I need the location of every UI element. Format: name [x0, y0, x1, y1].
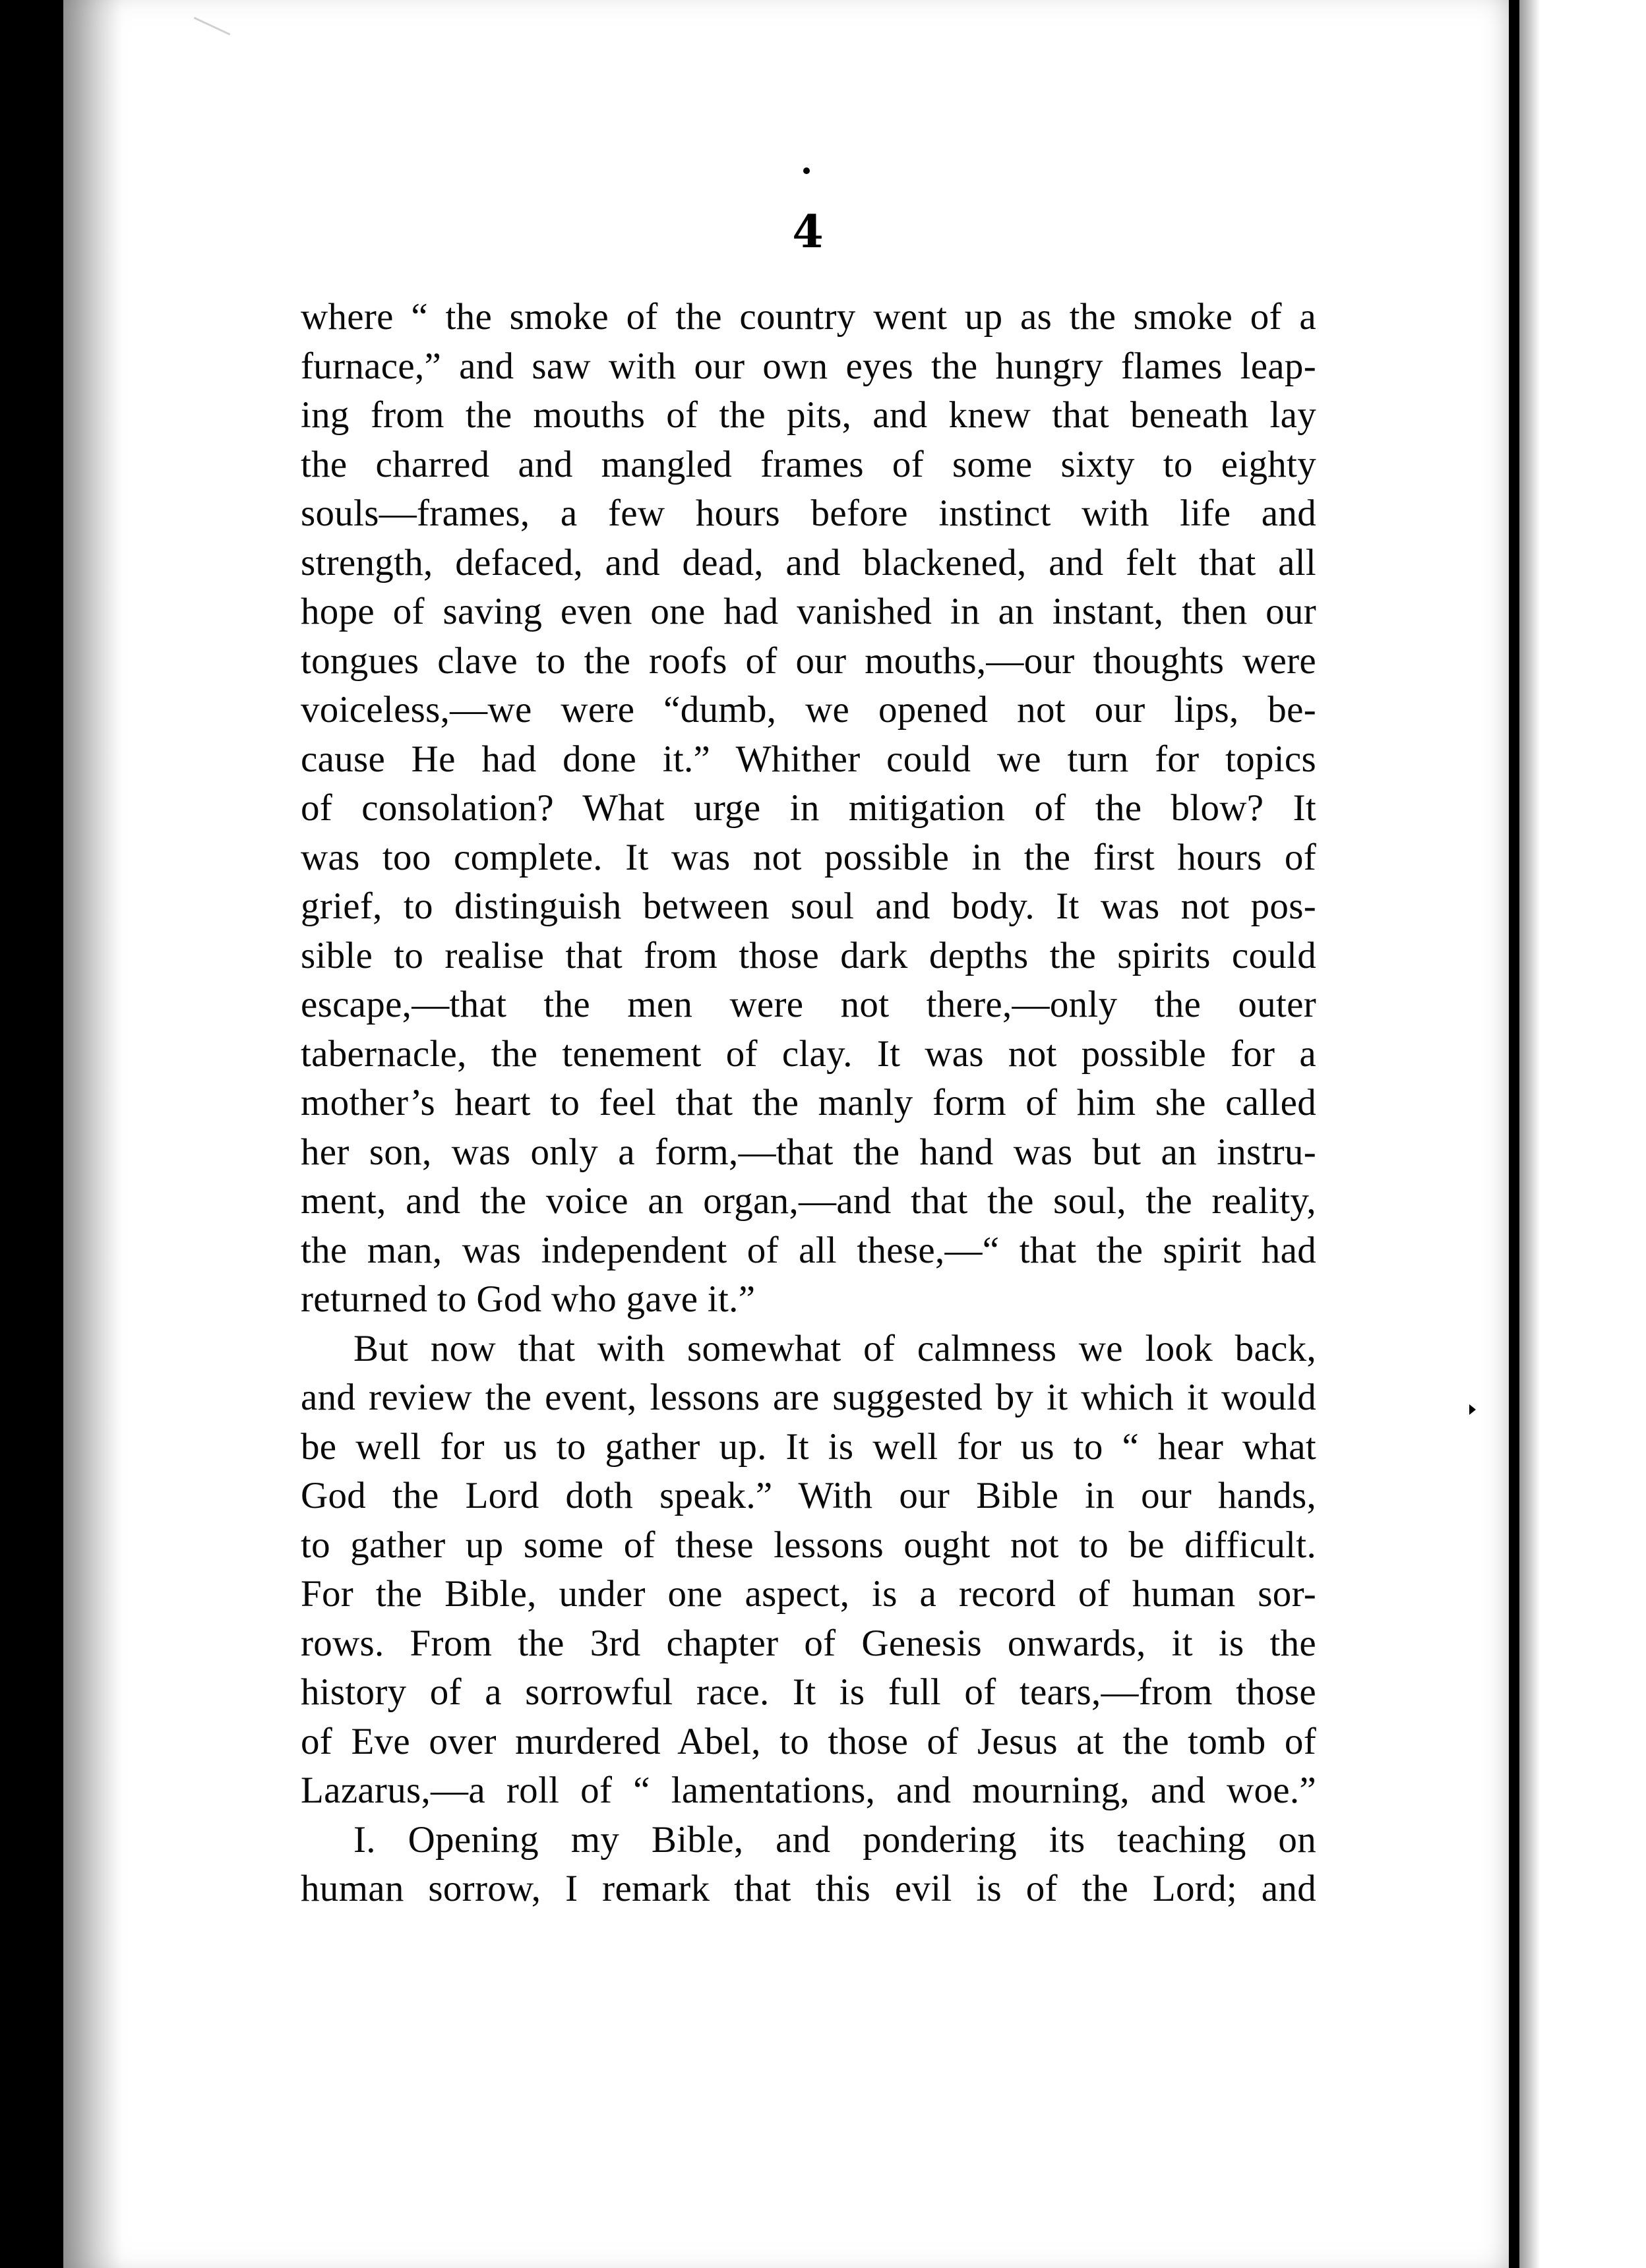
- ink-dot: [803, 167, 810, 174]
- text-line: voiceless,—we were “dumb, we opened not our lips, be-: [301, 689, 1316, 731]
- text-line: hope of saving even one had vanished in an instant, then our: [301, 591, 1316, 632]
- paragraph-3: [301, 1816, 1316, 1914]
- text-line: was too complete. It was not possible in the first hours of: [301, 836, 1316, 878]
- gutter-shadow: [1514, 0, 1540, 2268]
- text-line: tongues clave to the roofs of our mouths,—our thoughts were: [301, 640, 1316, 682]
- paragraph-1: [301, 293, 1316, 1325]
- text-line: Lazarus,—a roll of “ lamentations, and mourning, and woe.”: [301, 1770, 1316, 1811]
- text-line: But now that with somewhat of calmness we look back,: [353, 1327, 1316, 1369]
- text-line: of Eve over murdered Abel, to those of Jesus at the tomb of: [301, 1720, 1316, 1762]
- text-line: the charred and mangled frames of some sixty to eighty: [301, 443, 1316, 485]
- text-line: grief, to distinguish between soul and body. It was not pos-: [301, 885, 1316, 927]
- text-line: souls—frames, a few hours before instinct with life and: [301, 492, 1316, 534]
- text-line: rows. From the 3rd chapter of Genesis onwards, it is the: [301, 1622, 1316, 1664]
- text-line: returned to God who gave it.”: [301, 1278, 756, 1320]
- text-line: where “ the smoke of the country went up as the smoke of a: [301, 296, 1316, 338]
- text-line: God the Lord doth speak.” With our Bible in our hands,: [301, 1475, 1316, 1516]
- binding-shadow: [63, 0, 123, 2268]
- text-line: be well for us to gather up. It is well for us to “ hear what: [301, 1425, 1316, 1468]
- text-line: and review the event, lessons are suggested by it which it would: [301, 1377, 1316, 1418]
- text-line: mother’s heart to feel that the manly form of him she called: [301, 1082, 1316, 1123]
- page-number: 4: [792, 206, 824, 258]
- text-line: ing from the mouths of the pits, and knew that beneath lay: [301, 394, 1316, 436]
- text-line: human sorrow, I remark that this evil is of the Lord; and: [301, 1868, 1316, 1909]
- text-line: the man, was independent of all these,—“ that the spirit had: [301, 1229, 1316, 1271]
- text-line: ment, and the voice an organ,—and that the soul, the reality,: [301, 1180, 1316, 1222]
- paragraph-2: [301, 1325, 1316, 1816]
- text-line: of consolation? What urge in mitigation of the blow? It: [301, 787, 1316, 829]
- text-line: strength, defaced, and dead, and blackened, and felt that all: [301, 541, 1316, 583]
- text-line: history of a sorrowful race. It is full of tears,—from those: [301, 1671, 1316, 1713]
- margin-mark: [1469, 1404, 1476, 1415]
- text-line: For the Bible, under one aspect, is a record of human sor-: [301, 1573, 1316, 1615]
- margin-mark: [13, 992, 22, 1002]
- body-text: [301, 293, 1316, 1914]
- text-line: sible to realise that from those dark depths the spirits could: [301, 934, 1316, 976]
- text-line: I. Opening my Bible, and pondering its teaching on: [353, 1818, 1316, 1861]
- text-line: cause He had done it.” Whither could we turn for topics: [301, 738, 1316, 780]
- text-line: her son, was only a form,—that the hand was but an instru-: [301, 1131, 1316, 1173]
- margin-mark: [13, 1767, 22, 1777]
- text-line: escape,—that the men were not there,—only the outer: [301, 984, 1316, 1025]
- text-line: furnace,” and saw with our own eyes the hungry flames leap-: [301, 345, 1316, 387]
- text-line: to gather up some of these lessons ought not to be difficult.: [301, 1524, 1316, 1566]
- text-line: tabernacle, the tenement of clay. It was not possible for a: [301, 1032, 1316, 1075]
